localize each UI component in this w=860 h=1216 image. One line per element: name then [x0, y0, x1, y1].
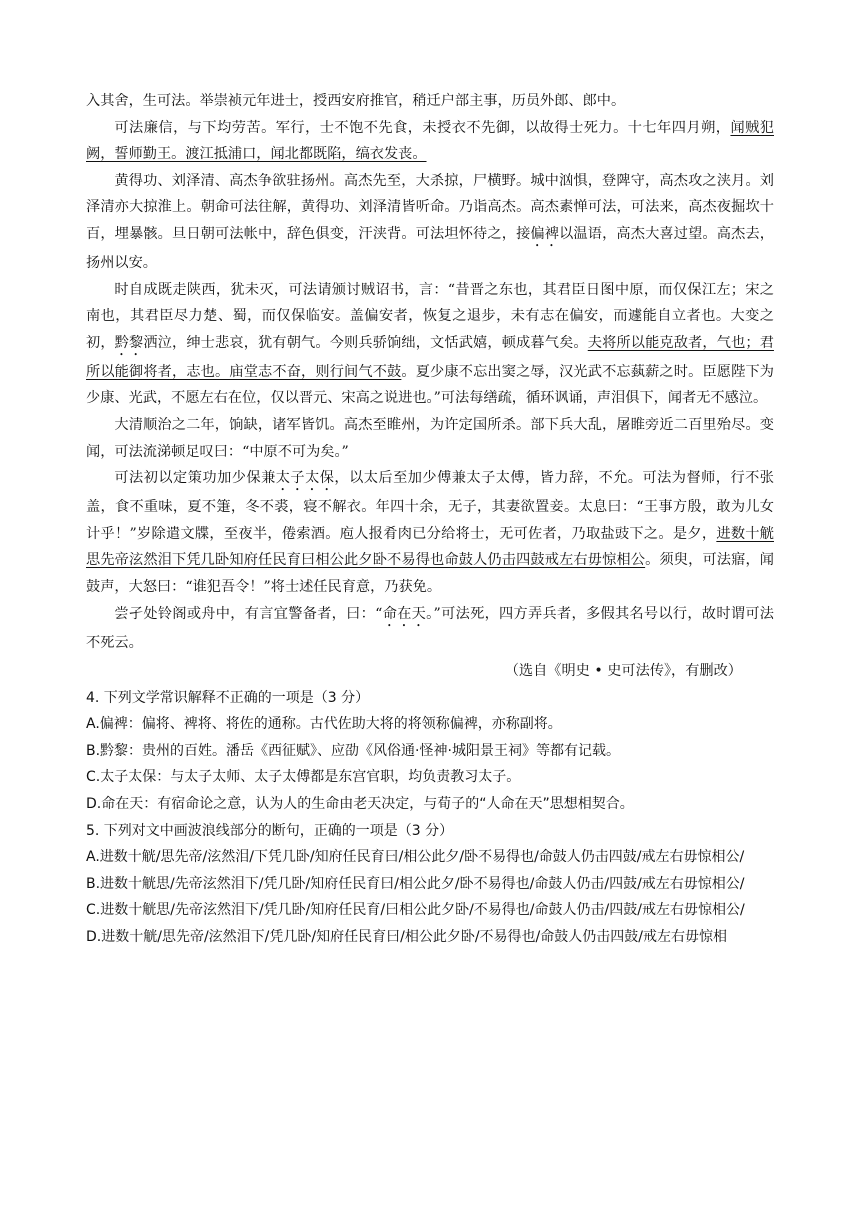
dotted-term-pianbi: 偏裨 — [530, 225, 560, 242]
underlined-sentence-1: 闻贼犯阙，誓师勤王。渡江抵浦口，闻北都既陷，缟衣发丧。 — [86, 119, 774, 163]
passage-text: 时自成既走陕西，犹未灭，可法请颁讨贼诏书，言：“昔晋之东也，其君臣日图中原，而仅保江左；宋之南也，其君臣尽力楚、蜀，而仅保临安。盖偏安者，恢复之退步，未有志在偏安，而遽能自立者也。大变之初， — [86, 281, 774, 351]
passage-text: 入其舍，生可法。举崇祯元年进士，授西安府推官，稍迁户部主事，历员外郎、郎中。 — [86, 93, 626, 109]
underlined-sentence-2: 夫将所以能克敌者，气也；君所以能御将者，志也。庙堂志不奋，则行间气不鼓 — [86, 334, 774, 380]
passage-paragraph-2 — [86, 115, 774, 168]
passage-text: 大清顺治之二年，饷缺，诸军皆饥。高杰至睢州，为许定国所杀。部下兵大乱，屠睢旁近二百里殆尽。变闻，可法流涕顿足叹曰：“中原不可为矣。” — [86, 416, 774, 460]
passage-text: 可法初以定策功加少保兼 — [114, 470, 276, 487]
question-4-option-c[interactable]: C.太子太保：与太子太师、太子太傅都是东宫官职，均负责教习太子。 — [86, 769, 521, 786]
dotted-term-qianli: 黔黎 — [114, 334, 144, 351]
source-citation: （选自《明史 • 史可法传》，有删改） — [504, 663, 742, 680]
passage-text: 尝孑处铃阁或舟中，有言宜警备者，曰：“ — [114, 605, 383, 622]
dotted-term-taizitaibao: 太子太保 — [275, 470, 335, 487]
question-5-stem: 5. 下列对文中画波浪线部分的断句，正确的一项是（3 分） — [86, 822, 454, 839]
question-4-option-a[interactable]: A.偏裨：偏将、裨将、将佐的通称。古代佐助大将的将领称偏裨，亦称副将。 — [86, 716, 562, 733]
question-4-stem: 4. 下列文学常识解释不正确的一项是（3 分） — [86, 689, 370, 706]
question-5-option-c[interactable]: C.进数十觥思/先帝泫然泪下/凭几卧/知府任民育/曰相公此夕卧/不易得也/命鼓人仍击/四鼓/戒左右毋惊相公/ — [86, 902, 745, 919]
passage-text: 以温语，高杰大喜过望。高杰去，扬州以安。 — [86, 225, 774, 271]
passage-text: 。夏少康不忘出窦之辱，汉光武不忘蓺薪之时。臣愿陛下为少康、光武，不愿左右在位，仅以晋元、宋高之说进也。”可法每缮疏，循环讽诵，声泪俱下，闻者无不感泣。 — [86, 363, 774, 407]
passage-text: 。”可法死，四方弄兵者，多假其名号以行，故时谓可法不死云。 — [86, 605, 774, 651]
passage-text: 黄得功、刘泽清、高杰争欲驻扬州。高杰先至，大杀掠，尸横野。城中汹惧，登陴守，高杰攻之浃月。刘泽清亦大掠淮上。朝命可法往解，黄得功、刘泽清皆听命。乃诣高杰。高杰素惮可法，可法来，高杰夜掘坎十百，埋暴骸。旦日朝可法帐中，辞色俱变，汗浃背。可法坦怀待之，接 — [86, 172, 774, 242]
dotted-term-mingzaitian: 命在天 — [382, 605, 427, 622]
question-4-option-d[interactable]: D.命在天：有宿命论之意，认为人的生命由老天决定，与荀子的“人命在天”思想相契合。 — [86, 796, 634, 813]
passage-paragraph-3 — [86, 168, 774, 277]
question-5-option-a[interactable]: A.进数十觥/思先帝/泫然泪/下凭几卧/知府任民育曰/相公此夕/卧不易得也/命鼓人仍击四鼓/戒左右毋惊相公/ — [86, 849, 745, 866]
passage-text: 可法廉信，与下均劳苦。军行，士不饱不先食，未授衣不先御，以故得士死力。十七年四月朔， — [114, 119, 731, 136]
wavy-underlined-sentence: 进数十觥思先帝泫然泪下凭几卧知府任民育曰相公此夕卧不易得也命鼓人仍击四鼓戒左右毋惊相公 — [86, 525, 774, 569]
passage-paragraph-7 — [86, 601, 774, 657]
passage-text: ，以太后至加少傅兼太子太傅，皆力辞，不允。可法为督师，行不张盖，食不重味，夏不箑，冬不裘，寝不解衣。年四十余，无子，其妻欲置妾。太息曰：“王事方殷，敢为儿女计乎！”岁除遣文牒，至夜半，倦索酒。庖人报肴肉已分给将士，无可佐者，乃取盐豉下之。是夕， — [86, 470, 774, 542]
passage-text: 洒泣，绅士悲哀，犹有朝气。今则兵骄饷绌，文恬武嬉，顿成暮气矣。 — [143, 334, 588, 351]
question-4-option-b[interactable]: B.黔黎：贵州的百姓。潘岳《西征赋》、应劭《风俗通·怪神·城阳景王祠》等都有记载。 — [86, 742, 620, 759]
question-5-option-d[interactable]: D.进数十觥/思先帝/泫然泪下/凭几卧/知府任民育曰/相公此夕卧/不易得也/命鼓人仍击四鼓/戒左右毋惊相 — [86, 929, 727, 946]
question-5-option-b[interactable]: B.进数十觥思/先帝泫然泪下/凭几卧/知府任民育曰/相公此夕/卧不易得也/命鼓人仍击/四鼓/戒左右毋惊相公/ — [86, 875, 745, 892]
passage-paragraph-4 — [86, 277, 774, 412]
passage-text: 。须臾，可法寤，闻鼓声，大怒曰：“谁犯吾令！”将士述任民育意，乃获免。 — [86, 552, 774, 595]
passage-paragraph-6 — [86, 465, 774, 600]
passage-paragraph-1 — [86, 88, 774, 115]
passage-paragraph-5 — [86, 412, 774, 465]
